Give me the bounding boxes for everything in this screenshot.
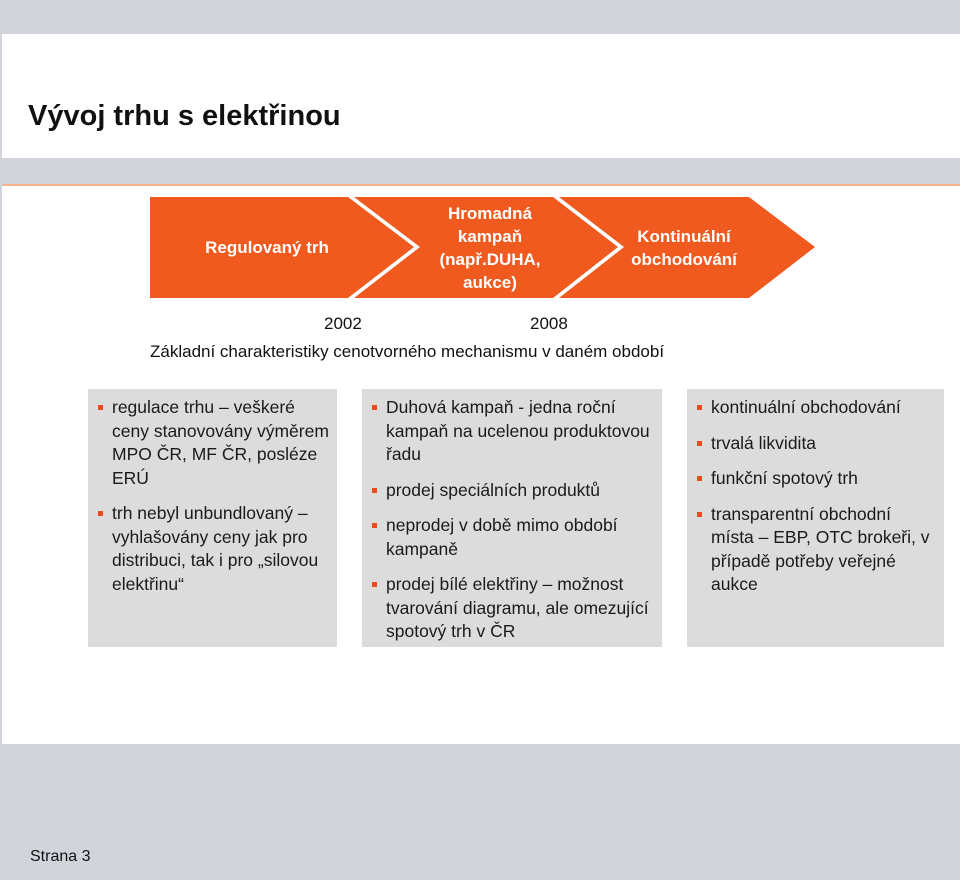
list-item: prodej bílé elektřiny – možnost tvarování diagramu, ale omezující spotový trh v ČR — [372, 573, 654, 644]
timeline-subtitle: Základní charakteristiky cenotvorného mechanismu v daném období — [150, 342, 665, 361]
bullet-icon — [697, 512, 702, 517]
list-item: neprodej v době mimo období kampaně — [372, 514, 654, 561]
list-item: prodej speciálních produktů — [372, 479, 654, 503]
page-number: Strana 3 — [30, 848, 91, 865]
stage-label-regulated: Regulovaný trh — [205, 238, 329, 257]
column-mass-campaign — [362, 389, 662, 647]
bullet-icon — [697, 476, 702, 481]
list-item: trh nebyl unbundlovaný – vyhlašovány ceny jak pro distribuci, tak i pro „silovou elektřinu“ — [98, 502, 329, 596]
bullet-icon — [372, 523, 377, 528]
list-item: transparentní obchodní místa – EBP, OTC brokeři, v případě potřeby veřejné aukce — [697, 503, 936, 597]
bullet-icon — [372, 405, 377, 410]
list-item: regulace trhu – veškeré ceny stanovovány výměrem MPO ČR, MF ČR, posléze ERÚ — [98, 396, 329, 490]
stage-label-campaign: Hromadná kampaň (např.DUHA, aukce) — [439, 203, 541, 292]
list-item: kontinuální obchodování — [697, 396, 936, 420]
bullet-icon — [372, 488, 377, 493]
slide — [2, 34, 960, 744]
bullet-icon — [697, 405, 702, 410]
slide-title: Vývoj trhu s elektřinou — [28, 100, 341, 132]
year-2008: 2008 — [530, 314, 568, 333]
list-item: trvalá likvidita — [697, 432, 936, 456]
column-continuous-trading — [687, 389, 944, 647]
bullet-icon — [98, 405, 103, 410]
bullet-icon — [372, 582, 377, 587]
bullet-icon — [697, 441, 702, 446]
bullet-icon — [98, 511, 103, 516]
list-item: funkční spotový trh — [697, 467, 936, 491]
list-item: Duhová kampaň - jedna roční kampaň na ucelenou produktovou řadu — [372, 396, 654, 467]
stage-label-continuous: Kontinuální obchodování — [631, 226, 737, 269]
year-2002: 2002 — [324, 314, 362, 333]
column-regulated-market — [88, 389, 337, 647]
